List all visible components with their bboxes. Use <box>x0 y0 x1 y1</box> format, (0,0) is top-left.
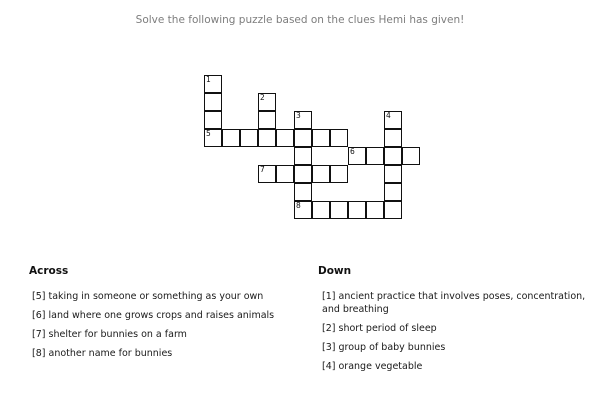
cell-number: 7 <box>260 165 265 174</box>
crossword-cell[interactable] <box>294 147 312 165</box>
crossword-cell[interactable] <box>366 201 384 219</box>
crossword-cell[interactable] <box>294 129 312 147</box>
cell-number: 3 <box>296 111 301 120</box>
down-clue <box>322 341 592 354</box>
across-clue <box>32 309 302 322</box>
puzzle-instruction: Solve the following puzzle based on the clues Hemi has given! <box>135 14 465 26</box>
crossword-cell[interactable] <box>384 201 402 219</box>
crossword-cell[interactable] <box>330 165 348 183</box>
crossword-cell[interactable] <box>222 129 240 147</box>
clue-number: [5] <box>32 291 46 302</box>
clue-number: [3] <box>322 342 336 353</box>
clue-number: [8] <box>32 348 46 359</box>
clue-text: land where one grows crops and raises animals <box>48 310 275 321</box>
crossword-cell[interactable] <box>294 165 312 183</box>
crossword-cell[interactable] <box>204 111 222 129</box>
crossword-cell[interactable] <box>366 147 384 165</box>
clue-text: another name for bunnies <box>48 348 173 359</box>
crossword-cell[interactable] <box>258 111 276 129</box>
crossword-cell[interactable] <box>204 93 222 111</box>
clue-text: ancient practice that involves poses, concentration, and breathing <box>322 291 586 315</box>
crossword-cell[interactable] <box>258 129 276 147</box>
clue-text: group of baby bunnies <box>338 342 446 353</box>
across-heading: Across <box>29 265 69 277</box>
clue-number: [1] <box>322 291 336 302</box>
cell-number: 5 <box>206 129 211 138</box>
cell-number: 4 <box>386 111 391 120</box>
crossword-cell[interactable] <box>294 111 312 129</box>
crossword-cell[interactable] <box>294 201 312 219</box>
down-clue <box>322 360 592 373</box>
crossword-cell[interactable] <box>312 201 330 219</box>
cell-number: 6 <box>350 147 355 156</box>
crossword-cell[interactable] <box>276 165 294 183</box>
crossword-cell[interactable] <box>330 201 348 219</box>
clue-number: [6] <box>32 310 46 321</box>
crossword-cell[interactable] <box>312 129 330 147</box>
crossword-cell[interactable] <box>348 201 366 219</box>
clue-text: shelter for bunnies on a farm <box>48 329 187 340</box>
crossword-cell[interactable] <box>402 147 420 165</box>
down-heading: Down <box>318 265 352 277</box>
crossword-cell[interactable] <box>276 129 294 147</box>
clue-text: taking in someone or something as your own <box>48 291 264 302</box>
cell-number: 8 <box>296 201 301 210</box>
cell-number: 2 <box>260 93 265 102</box>
crossword-cell[interactable] <box>348 147 366 165</box>
crossword-cell[interactable] <box>294 183 312 201</box>
crossword-cell[interactable] <box>312 165 330 183</box>
crossword-cell[interactable] <box>204 129 222 147</box>
across-clue-list <box>32 290 302 366</box>
crossword-cell[interactable] <box>384 111 402 129</box>
crossword-cell[interactable] <box>384 165 402 183</box>
crossword-cell[interactable] <box>240 129 258 147</box>
across-clue <box>32 290 302 303</box>
clue-text: short period of sleep <box>338 323 437 334</box>
clue-number: [2] <box>322 323 336 334</box>
crossword-cell[interactable] <box>384 129 402 147</box>
down-clue-list <box>322 290 592 379</box>
across-clue <box>32 347 302 360</box>
down-clue <box>322 290 592 316</box>
crossword-cell[interactable] <box>384 183 402 201</box>
down-clue <box>322 322 592 335</box>
cell-number: 1 <box>206 75 211 84</box>
crossword-cell[interactable] <box>384 147 402 165</box>
crossword-cell[interactable] <box>204 75 222 93</box>
clue-number: [4] <box>322 361 336 372</box>
crossword-cell[interactable] <box>258 93 276 111</box>
crossword-cell[interactable] <box>330 129 348 147</box>
clue-text: orange vegetable <box>338 361 423 372</box>
across-clue <box>32 328 302 341</box>
crossword-cell[interactable] <box>258 165 276 183</box>
clue-number: [7] <box>32 329 46 340</box>
